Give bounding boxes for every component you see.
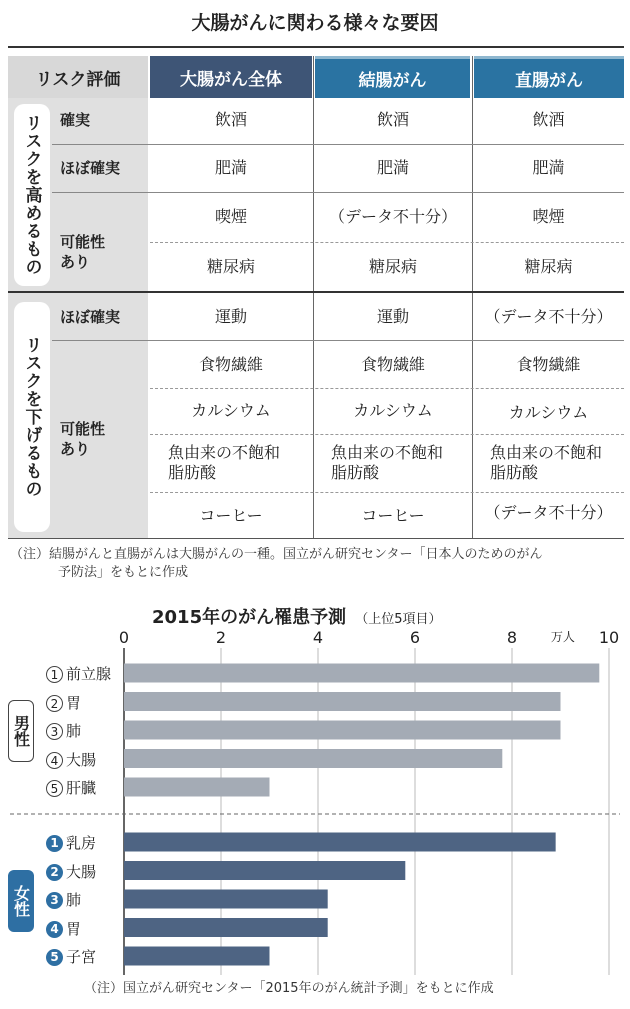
table-cell: 糖尿病 <box>368 257 417 276</box>
rank-badge: 1 <box>46 835 63 852</box>
category-label <box>46 946 96 967</box>
table-cell: 飲酒 <box>532 110 565 129</box>
header-colorectal-all: 大腸がん全体 <box>150 56 312 98</box>
level-probable-decrease: ほぼ確実 <box>60 308 121 326</box>
cell-line: 脂肪酸 <box>331 463 380 482</box>
table-cell: （データ不十分） <box>484 307 613 326</box>
table-cell: 飲酒 <box>214 110 247 129</box>
table-cell: （データ不十分） <box>484 503 613 522</box>
rank-badge: 2 <box>46 864 63 881</box>
bar <box>124 749 502 768</box>
bar <box>124 721 561 740</box>
category-label <box>46 918 81 939</box>
category-label <box>46 832 96 853</box>
header-risk-evaluation: リスク評価 <box>8 56 148 98</box>
table-cell: 食物繊維 <box>516 355 581 374</box>
bar <box>124 947 270 966</box>
level-certain: 確実 <box>60 111 91 129</box>
cell-line: 魚由来の不飽和 <box>331 443 444 462</box>
rank-badge: 4 <box>46 921 63 938</box>
category-label <box>46 861 96 882</box>
header-rectum: 直腸がん <box>474 56 624 98</box>
rank-badge: 4 <box>46 752 63 769</box>
category-name: 肺 <box>66 722 82 740</box>
category-name: 肝臓 <box>66 779 97 797</box>
category-name: 大腸 <box>66 862 97 881</box>
category-label <box>46 692 81 713</box>
rank-badge: 3 <box>46 892 63 909</box>
bar <box>124 664 599 683</box>
tick-label: 2 <box>215 628 227 647</box>
male-label: 男性 <box>8 700 34 762</box>
table-cell: カルシウム <box>191 401 271 420</box>
header-colon: 結腸がん <box>315 56 470 98</box>
tick-label: 8 <box>506 628 518 647</box>
bar <box>124 918 328 937</box>
category-name: 大腸 <box>66 750 97 769</box>
bar <box>124 692 561 711</box>
cell-line: 脂肪酸 <box>168 463 217 482</box>
category-name: 胃 <box>66 693 82 712</box>
table-cell: 食物繊維 <box>360 355 425 374</box>
tick-label: 6 <box>409 628 421 647</box>
level-possible-decrease-line1: 可能性 <box>60 420 106 438</box>
bar <box>124 890 328 909</box>
table-cell: 肥満 <box>532 158 565 177</box>
category-label <box>46 663 111 684</box>
table-cell: 喫煙 <box>214 207 247 226</box>
table-cell: （データ不十分） <box>328 207 457 226</box>
category-label <box>46 777 96 798</box>
category-label <box>46 889 81 910</box>
cell-line: 魚由来の不飽和 <box>490 443 603 462</box>
rank-badge: 5 <box>46 780 63 797</box>
table-cell: 食物繊維 <box>198 355 263 374</box>
table-cell: 糖尿病 <box>524 257 573 276</box>
table-cell: 喫煙 <box>532 207 565 226</box>
rank-badge: 2 <box>46 695 63 712</box>
table-note-line1: （注）結腸がんと直腸がんは大腸がんの一種。国立がん研究センター「日本人のためのがん <box>10 547 543 562</box>
category-name: 乳房 <box>66 834 97 852</box>
group-label-increase: リスクを高めるもの <box>14 104 50 286</box>
level-probable: ほぼ確実 <box>60 159 121 177</box>
rank-badge: 3 <box>46 723 63 740</box>
table-cell: コーヒー <box>199 506 263 525</box>
category-label <box>46 720 81 741</box>
bar <box>124 778 270 797</box>
table-cell: 運動 <box>376 307 409 326</box>
table-note-line2: 予防法」をもとに作成 <box>58 565 189 580</box>
table-cell: 運動 <box>214 307 247 326</box>
table-cell: 肥満 <box>376 158 409 177</box>
level-possible-line1: 可能性 <box>60 233 106 251</box>
table-title: 大腸がんに関わる様々な要因 <box>191 12 439 34</box>
table-cell: 飲酒 <box>376 110 409 129</box>
category-name: 肺 <box>66 891 82 909</box>
rank-badge: 5 <box>46 949 63 966</box>
bar <box>124 861 405 880</box>
table-cell: カルシウム <box>353 401 433 420</box>
cell-line: 脂肪酸 <box>490 463 539 482</box>
table-cell: 糖尿病 <box>206 257 255 276</box>
chart-title: 2015年のがん罹患予測 <box>152 607 347 628</box>
chart-subtitle: （上位5項目） <box>355 612 442 627</box>
group-label-decrease: リスクを下げるもの <box>14 302 50 532</box>
unit-label: 万人 <box>550 630 575 644</box>
category-name: 子宮 <box>66 948 97 966</box>
tick-label: 10 <box>598 628 620 647</box>
level-possible-decrease-line2: あり <box>60 440 91 458</box>
category-label <box>46 749 96 770</box>
category-name: 前立腺 <box>66 665 112 683</box>
tick-label: 0 <box>118 628 130 647</box>
table-cell: コーヒー <box>361 506 425 525</box>
table-cell: 肥満 <box>214 158 247 177</box>
chart-note: （注）国立がん研究センター「2015年のがん統計予測」をもとに作成 <box>84 981 494 996</box>
level-possible-line2: あり <box>60 253 91 271</box>
table-cell: カルシウム <box>508 403 589 422</box>
female-label: 女性 <box>8 870 34 932</box>
category-name: 胃 <box>66 919 82 938</box>
tick-label: 4 <box>312 628 324 647</box>
cell-line: 魚由来の不飽和 <box>168 443 281 462</box>
bar <box>124 833 556 852</box>
rank-badge: 1 <box>46 666 63 683</box>
